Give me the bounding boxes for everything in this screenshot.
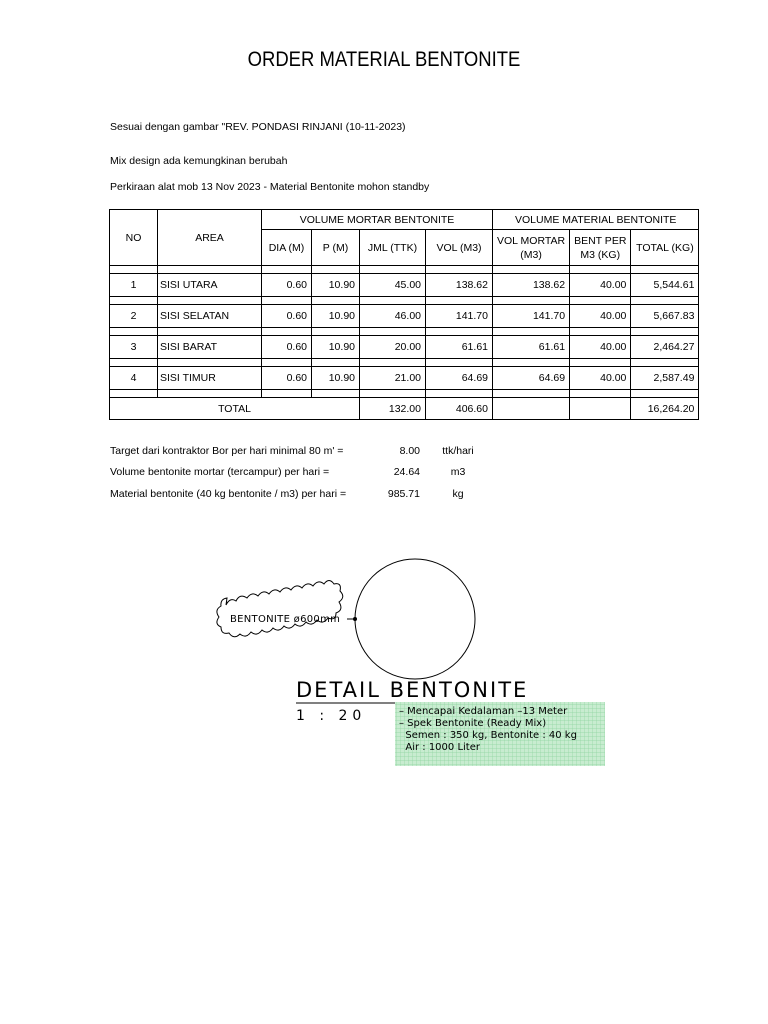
calc-unit-target: ttk/hari — [442, 445, 474, 457]
cell-area: SISI UTARA — [158, 274, 262, 297]
header-volume-mortar: VOLUME MORTAR BENTONITE — [262, 210, 493, 230]
cell-p: 10.90 — [312, 305, 360, 328]
calc-value-mortar-volume: 24.64 — [393, 466, 420, 478]
calc-label-target: Target dari kontraktor Bor per hari minimal 80 m' = — [110, 445, 344, 457]
detail-title: DETAIL BENTONITE — [296, 678, 529, 702]
header-vol-mortar-line2: (M3) — [520, 248, 542, 261]
cell-bent: 40.00 — [570, 367, 631, 390]
header-total-kg: TOTAL (KG) — [631, 230, 699, 266]
total-jml: 132.00 — [360, 398, 426, 420]
table-row — [110, 274, 699, 297]
cell-dia: 0.60 — [262, 367, 312, 390]
cell-dia: 0.60 — [262, 274, 312, 297]
cell-vol: 138.62 — [426, 274, 493, 297]
header-bent-per-line1: BENT PER — [574, 234, 627, 247]
cell-jml: 21.00 — [360, 367, 426, 390]
cell-total: 5,544.61 — [631, 274, 699, 297]
cell-vol: 61.61 — [426, 336, 493, 359]
header-vol-mortar-line1: VOL MORTAR — [497, 234, 566, 247]
cell-area: SISI TIMUR — [158, 367, 262, 390]
header-vol-mortar — [493, 230, 570, 266]
cell-total: 2,464.27 — [631, 336, 699, 359]
cell-vol-mortar: 141.70 — [493, 305, 570, 328]
spec-line: – Spek Bentonite (Ready Mix) — [399, 718, 547, 729]
cell-no: 1 — [110, 274, 158, 297]
pile-circle-shape — [355, 559, 475, 679]
header-bent-per-line2: M3 (KG) — [580, 248, 621, 261]
cell-dia: 0.60 — [262, 336, 312, 359]
order-table — [109, 209, 699, 420]
cell-p: 10.90 — [312, 367, 360, 390]
total-row — [110, 398, 699, 420]
header-no: NO — [110, 210, 158, 266]
calc-unit-mortar-volume: m3 — [450, 466, 466, 478]
note-drawing-reference: Sesuai dengan gambar "REV. PONDASI RINJANI (10-11-2023) — [110, 121, 406, 133]
total-empty-cell — [493, 398, 570, 420]
cloud-callout-shape — [217, 581, 343, 637]
spec-line: Air : 1000 Liter — [399, 742, 480, 753]
cell-bent: 40.00 — [570, 274, 631, 297]
cell-jml: 20.00 — [360, 336, 426, 359]
cell-no: 4 — [110, 367, 158, 390]
table-row — [110, 305, 699, 328]
total-vol: 406.60 — [426, 398, 493, 420]
header-vol: VOL (M3) — [426, 230, 493, 266]
spec-line: – Mencapai Kedalaman –13 Meter — [399, 706, 568, 717]
calc-value-target: 8.00 — [399, 445, 420, 457]
table-row — [110, 336, 699, 359]
detail-scale: 1 : 20 — [296, 708, 367, 724]
cell-vol: 141.70 — [426, 305, 493, 328]
calc-label-mortar-volume: Volume bentonite mortar (tercampur) per hari = — [110, 466, 330, 478]
note-mobilization: Perkiraan alat mob 13 Nov 2023 - Material Bentonite mohon standby — [110, 181, 430, 193]
cell-no: 2 — [110, 305, 158, 328]
cell-vol-mortar: 138.62 — [493, 274, 570, 297]
header-p: P (M) — [312, 230, 360, 266]
header-volume-material: VOLUME MATERIAL BENTONITE — [493, 210, 699, 230]
cell-vol: 64.69 — [426, 367, 493, 390]
cloud-label: BENTONITE ø600mm — [230, 614, 341, 625]
cell-jml: 46.00 — [360, 305, 426, 328]
header-dia: DIA (M) — [262, 230, 312, 266]
cell-total: 2,587.49 — [631, 367, 699, 390]
cell-no: 3 — [110, 336, 158, 359]
spec-line: Semen : 350 kg, Bentonite : 40 kg — [399, 730, 577, 741]
note-mix-design: Mix design ada kemungkinan berubah — [110, 155, 288, 167]
cell-area: SISI SELATAN — [158, 305, 262, 328]
page-title: ORDER MATERIAL BENTONITE — [247, 48, 521, 71]
cell-dia: 0.60 — [262, 305, 312, 328]
leader-dot — [353, 617, 357, 621]
header-jml: JML (TTK) — [360, 230, 426, 266]
total-label: TOTAL — [110, 398, 360, 420]
cell-bent: 40.00 — [570, 336, 631, 359]
cell-area: SISI BARAT — [158, 336, 262, 359]
calc-label-material: Material bentonite (40 kg bentonite / m3) per hari = — [110, 488, 347, 500]
cell-jml: 45.00 — [360, 274, 426, 297]
cell-p: 10.90 — [312, 274, 360, 297]
total-empty-cell — [570, 398, 631, 420]
total-kg: 16,264.20 — [631, 398, 699, 420]
header-area: AREA — [158, 210, 262, 266]
cell-total: 5,667.83 — [631, 305, 699, 328]
cell-p: 10.90 — [312, 336, 360, 359]
header-bent-per — [570, 230, 631, 266]
calc-unit-material: kg — [452, 488, 464, 500]
table-row — [110, 367, 699, 390]
cell-vol-mortar: 61.61 — [493, 336, 570, 359]
detail-bentonite-drawing — [200, 548, 608, 768]
cell-vol-mortar: 64.69 — [493, 367, 570, 390]
cell-bent: 40.00 — [570, 305, 631, 328]
calc-value-material: 985.71 — [387, 488, 420, 500]
